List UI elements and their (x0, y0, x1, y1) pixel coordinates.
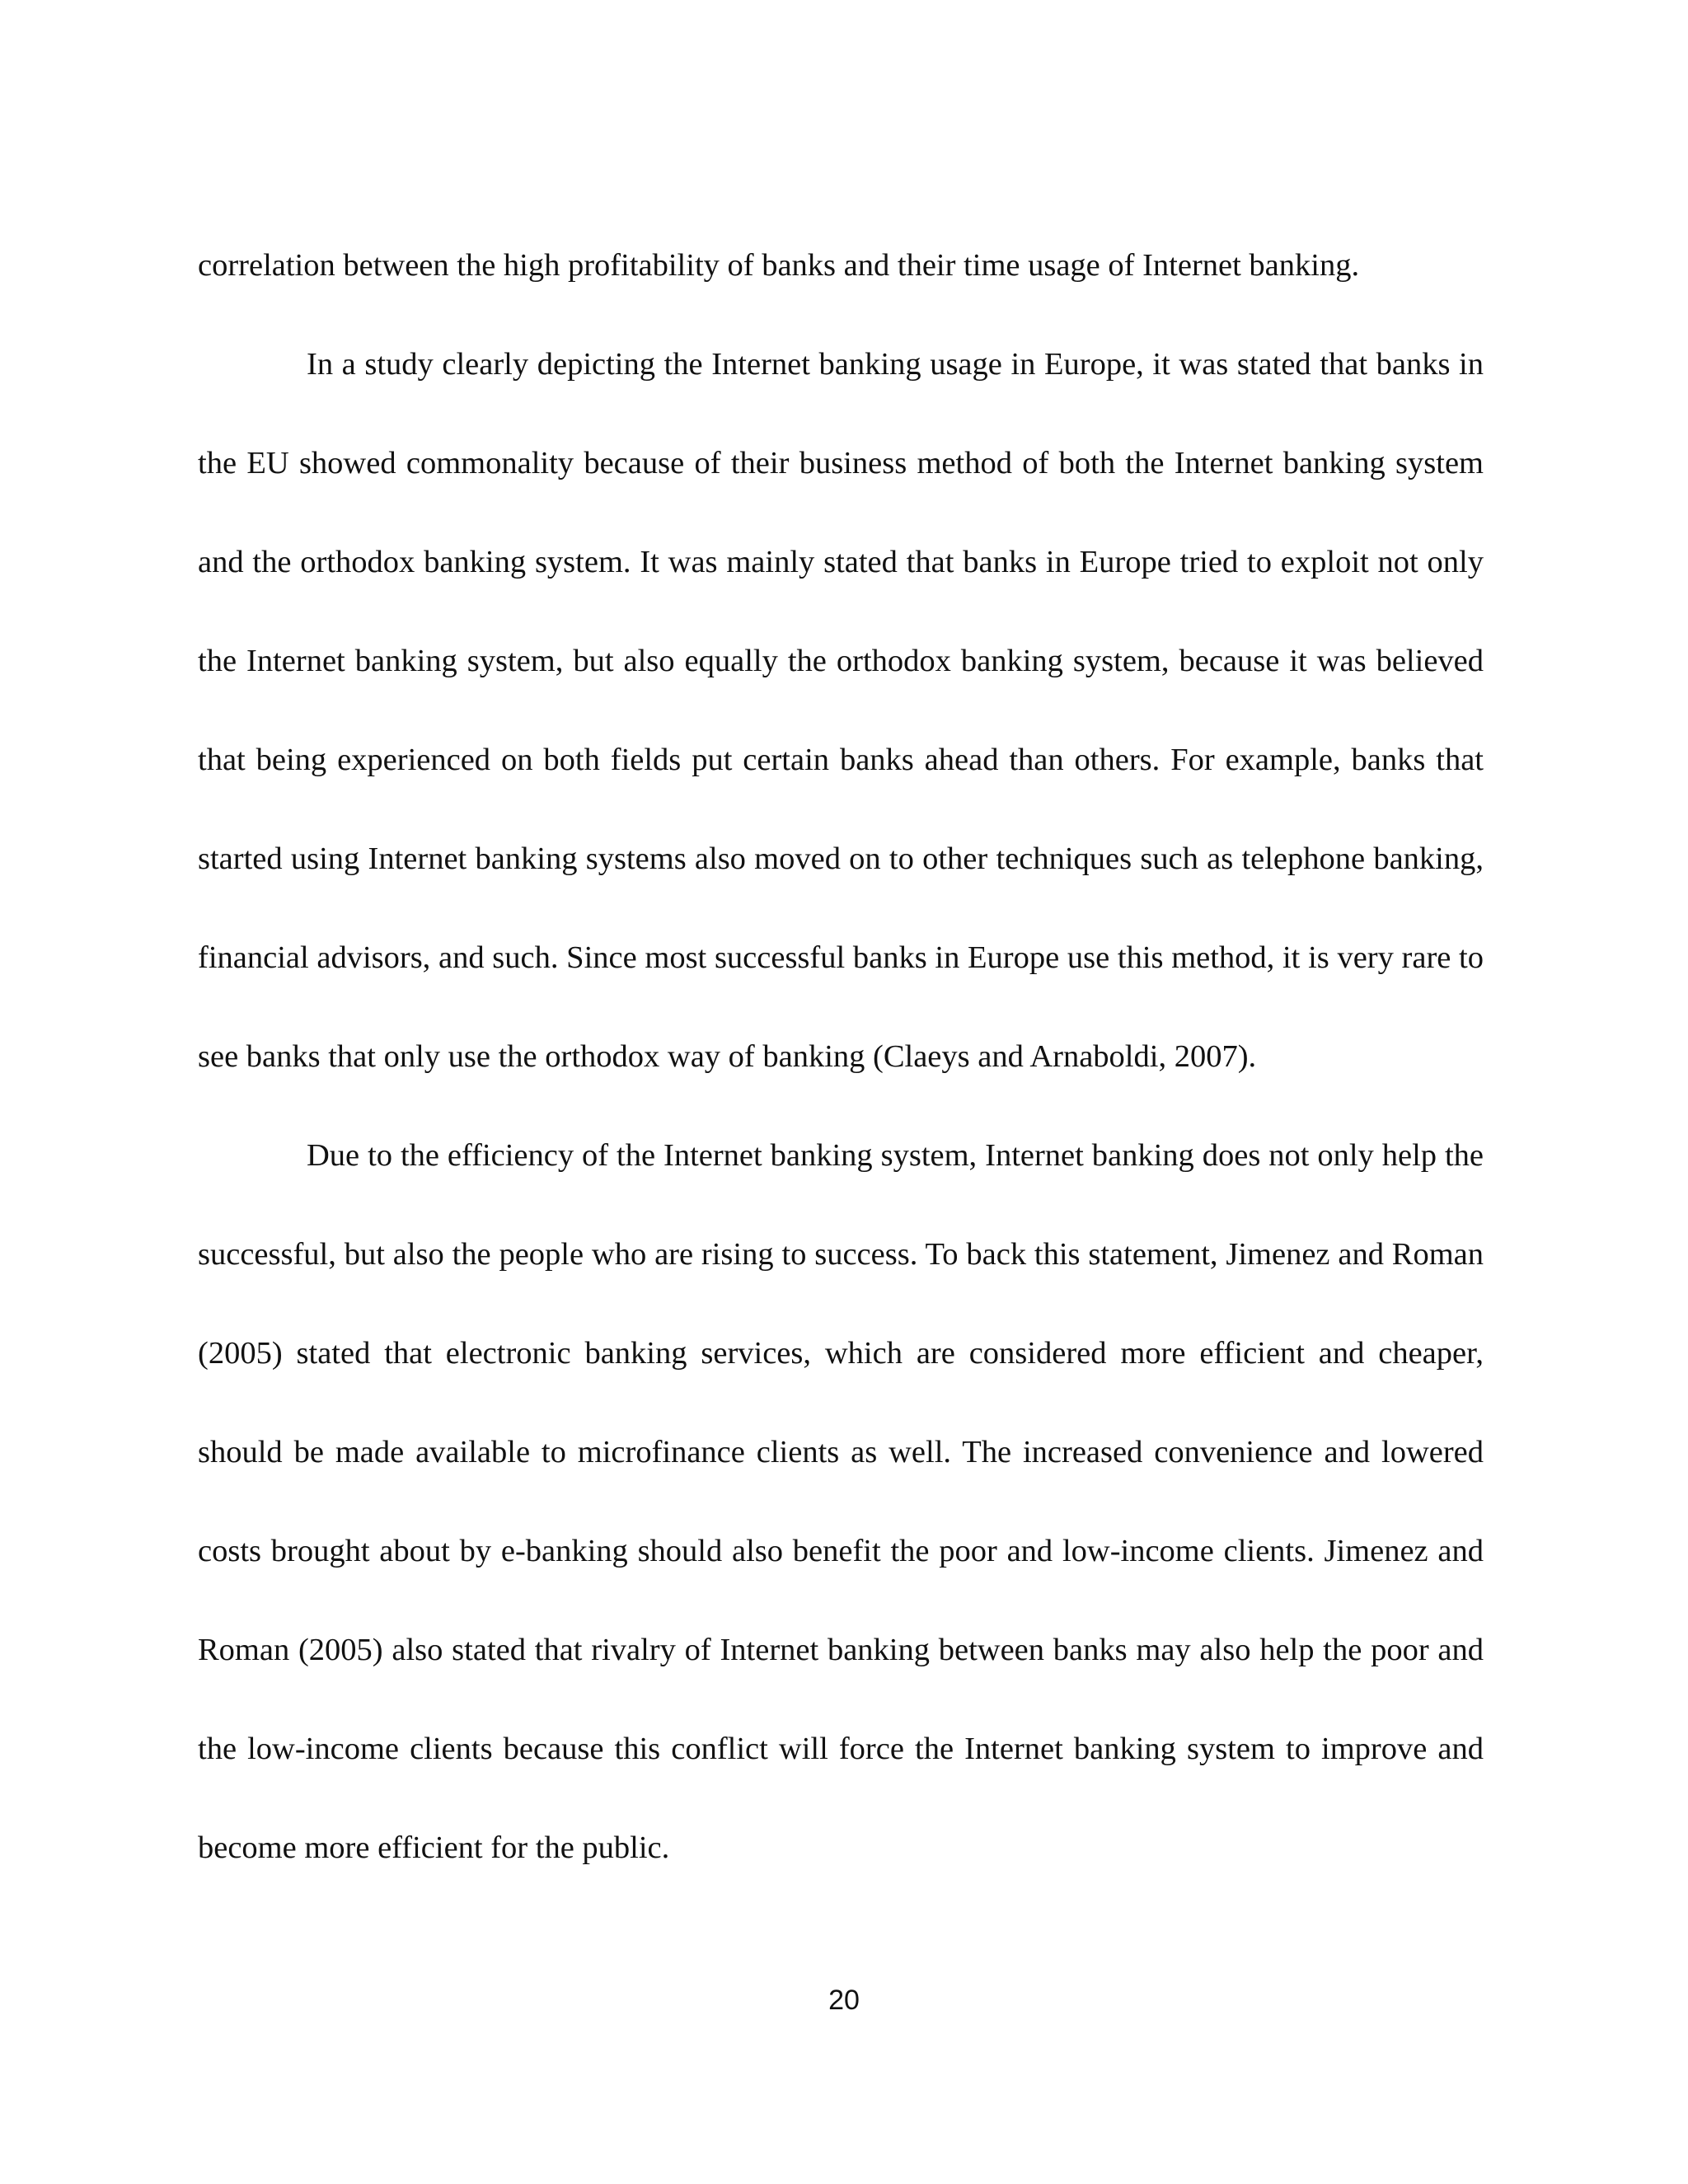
paragraph-europe-study: In a study clearly depicting the Internet banking usage in Europe, it was stated that banks in the EU showed commonality because of their business method of both the Internet banking system and the orthodox banking system. It was mainly stated that banks in Europe tried to exploit not only the Internet banking system, but also equally the orthodox banking system, because it was believed that being experienced on both fields put certain banks ahead than others. For example, banks that started using Internet banking systems also moved on to other techniques such as telephone banking, financial advisors, and such. Since most successful banks in Europe use this method, it is very rare to see banks that only use the orthodox way of banking (Claeys and Arnaboldi, 2007). (198, 347, 1484, 1074)
paragraph-efficiency: Due to the efficiency of the Internet banking system, Internet banking does not only help the successful, but also the people who are rising to success. To back this statement, Jimenez and Roman (2005) stated that electronic banking services, which are considered more efficient and cheaper, should be made available to microfinance clients as well. The increased convenience and lowered costs brought about by e-banking should also benefit the poor and low-income clients. Jimenez and Roman (2005) also stated that rivalry of Internet banking between banks may also help the poor and the low-income clients because this conflict will force the Internet banking system to improve and become more efficient for the public. (198, 1138, 1484, 1865)
page-number: 20 (828, 1985, 860, 2016)
paragraph-continued: correlation between the high profitability of banks and their time usage of Internet banking. (198, 248, 1360, 283)
body-text (198, 216, 1484, 1897)
